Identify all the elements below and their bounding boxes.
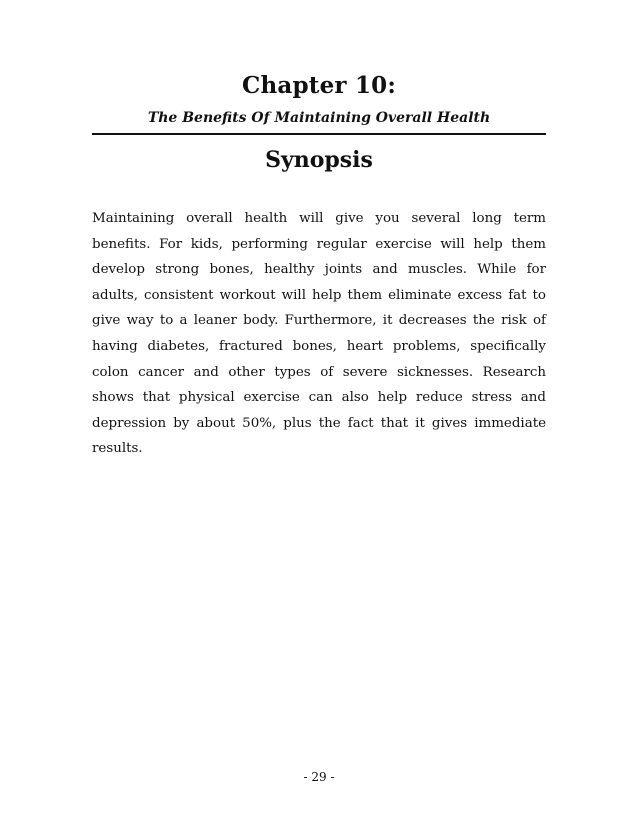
section-heading: Synopsis (265, 147, 373, 173)
chapter-subtitle: The Benefits Of Maintaining Overall Health (147, 110, 491, 126)
body-paragraph: Maintaining overall health will give you several long term benefits. For kids, performing regular exercise will help them develop strong bones, healthy joints and muscles. While for adults, consistent workout will help them eliminate excess fat to give way to a leaner body. Furthermore, it decreases the risk of having diabetes, fractured bones, heart problems, specifically colon cancer and other types of severe sicknesses. Research shows that physical exercise can also help reduce stress and depression by about 50%, plus the fact that it gives immediate results. (92, 211, 546, 457)
title-divider (92, 133, 546, 135)
page-number: - 29 - (303, 770, 335, 784)
chapter-title: Chapter 10: (241, 72, 397, 99)
